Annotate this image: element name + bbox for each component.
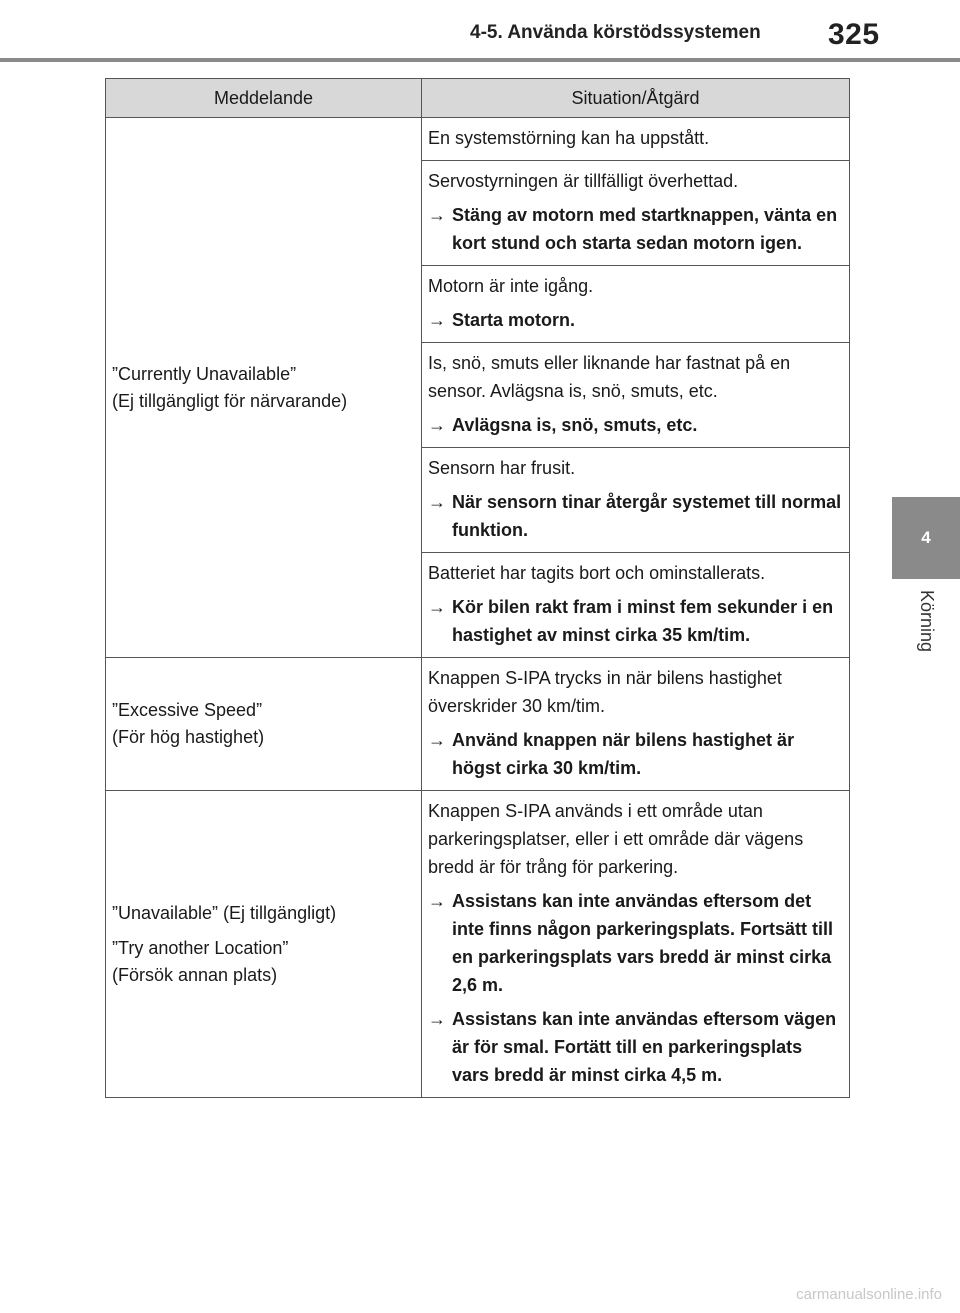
situation-text: Is, snö, smuts eller liknande har fastnat på en sensor. Avlägsna is, snö, smuts, etc.	[428, 353, 791, 401]
action-text: Assistans kan inte användas eftersom det inte finns någon parkeringsplats. Fortsätt till en parkeringsplats vars bredd är minst cirka 2,6 m.	[452, 891, 834, 995]
situation-cell	[422, 448, 850, 553]
message-text: (Ej tillgängligt för närvarande)	[112, 390, 348, 411]
action-text: Kör bilen rakt fram i minst fem sekunder i en hastighet av minst cirka 35 km/tim.	[452, 597, 834, 645]
situation-cell	[422, 266, 850, 343]
table-row	[106, 791, 850, 1098]
message-text: (Försök annan plats)	[112, 964, 278, 985]
situation-text: Sensorn har frusit.	[428, 458, 576, 478]
situation-cell	[422, 658, 850, 791]
situation-text: Knappen S-IPA används i ett område utan parkeringsplatser, eller i ett område där vägens bredd är för trång för parkering.	[428, 801, 804, 877]
chapter-tab[interactable]: 4	[892, 497, 960, 579]
action-item	[428, 726, 843, 782]
situation-text: Motorn är inte igång.	[428, 276, 594, 296]
situation-cell	[422, 553, 850, 658]
arrow-right-icon: →	[428, 310, 446, 330]
situation-cell	[422, 161, 850, 266]
action-item	[428, 593, 843, 649]
column-header-message: Meddelande	[106, 79, 422, 118]
page-number: 325	[828, 18, 880, 51]
situation-cell	[422, 118, 850, 161]
message-text: (För hög hastighet)	[112, 727, 265, 747]
arrow-right-icon: →	[428, 1009, 446, 1029]
message-cell	[106, 658, 422, 791]
action-text: Assistans kan inte användas eftersom vägen är för smal. Fortätt till en parkeringsplats vars bredd är minst cirka 4,5 m.	[452, 1009, 837, 1085]
arrow-right-icon: →	[428, 205, 446, 225]
table-row	[106, 658, 850, 791]
action-text: Starta motorn.	[452, 310, 576, 330]
action-text: Avlägsna is, snö, smuts, etc.	[452, 415, 698, 435]
action-text: Använd knappen när bilens hastighet är högst cirka 30 km/tim.	[452, 730, 795, 778]
table-body	[106, 118, 850, 1098]
arrow-right-icon: →	[428, 492, 446, 512]
situation-text: En systemstörning kan ha uppstått.	[428, 128, 710, 148]
arrow-right-icon: →	[428, 415, 446, 435]
action-item	[428, 306, 843, 334]
message-text: ”Currently Unavailable”	[112, 363, 297, 384]
message-cell	[106, 791, 422, 1098]
situation-cell	[422, 791, 850, 1098]
action-item	[428, 488, 843, 544]
table-header-row	[106, 79, 850, 118]
action-text: När sensorn tinar återgår systemet till normal funktion.	[452, 492, 842, 540]
situation-text: Servostyrningen är tillfälligt överhettad.	[428, 171, 739, 191]
message-text: ”Unavailable” (Ej tillgängligt)	[112, 902, 337, 923]
action-item	[428, 887, 843, 999]
message-text: ”Excessive Speed”	[112, 700, 263, 720]
situation-text: Knappen S-IPA trycks in när bilens hastighet överskrider 30 km/tim.	[428, 668, 782, 716]
arrow-right-icon: →	[428, 730, 446, 750]
message-table	[105, 78, 850, 1098]
chapter-label: Körning	[917, 590, 937, 653]
action-item	[428, 1005, 843, 1089]
action-text: Stäng av motorn med startknappen, vänta en kort stund och starta sedan motorn igen.	[452, 205, 838, 253]
situation-cell	[422, 343, 850, 448]
message-cell	[106, 118, 422, 658]
message-text: ”Try another Location”	[112, 937, 289, 958]
arrow-right-icon: →	[428, 891, 446, 911]
action-item	[428, 201, 843, 257]
table-row	[106, 118, 850, 161]
arrow-right-icon: →	[428, 597, 446, 617]
column-header-situation: Situation/Åtgärd	[422, 79, 850, 118]
header-divider	[0, 58, 960, 62]
action-item	[428, 411, 843, 439]
section-title: 4-5. Använda körstödssystemen	[470, 22, 761, 43]
situation-text: Batteriet har tagits bort och ominstallerats.	[428, 563, 766, 583]
footer-watermark: carmanualsonline.info	[796, 1286, 942, 1303]
